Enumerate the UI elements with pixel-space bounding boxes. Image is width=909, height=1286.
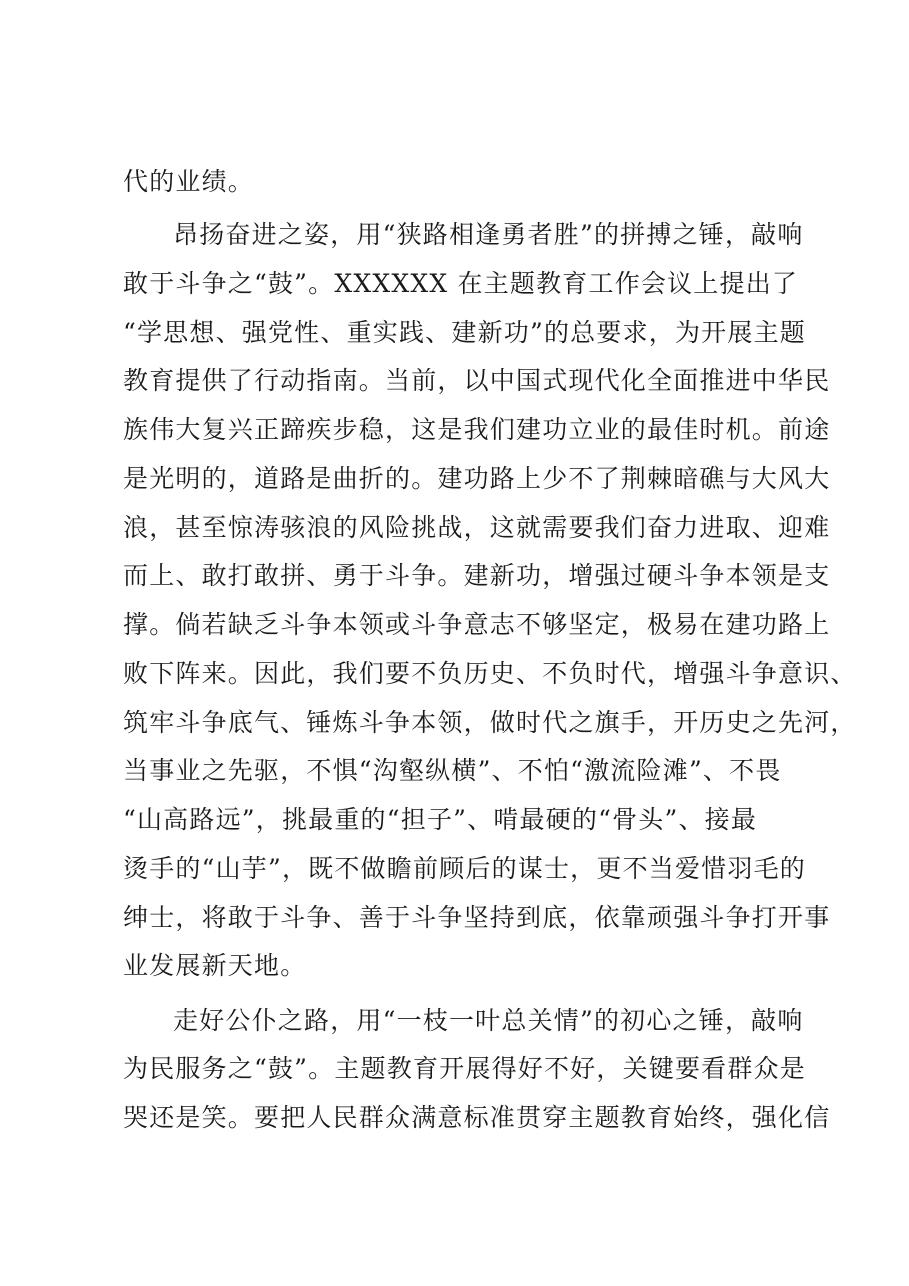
- paragraph-3-line-3: 哭还是笑。要把人民群众满意标准贯穿主题教育始终，强化信: [123, 1103, 831, 1132]
- paragraph-2-line-12: 当事业之先驱，不惧“沟壑纵横”、不怕“激流险滩”、不畏: [123, 756, 782, 785]
- paragraph-2-line-8: 而上、敢打敢拼、勇于斗争。建新功，增强过硬斗争本领是支: [123, 561, 831, 590]
- paragraph-3-line-1: 走好公仆之路，用“一枝一叶总关情”的初心之锤，敲响: [173, 1006, 804, 1035]
- paragraph-2-line-3: “学思想、强党性、重实践、建新功”的总要求，为开展主题: [123, 318, 806, 347]
- paragraph-2-line-1: 昂扬奋进之姿，用“狭路相逢勇者胜”的拼搏之锤，敲响: [173, 220, 804, 249]
- paragraph-2-line-15: 绅士，将敢于斗争、善于斗争坚持到底，依靠顽强斗争打开事: [123, 903, 831, 932]
- paragraph-2-line-11: 筑牢斗争底气、锤炼斗争本领，做时代之旗手，开历史之先河，: [123, 708, 857, 737]
- paragraph-2-line-5: 族伟大复兴正蹄疾步稳，这是我们建功立业的最佳时机。前途: [123, 415, 831, 444]
- paragraph-2-line-10: 败下阵来。因此，我们要不负历史、不负时代，增强斗争意识、: [123, 659, 857, 688]
- paragraph-3-line-2: 为民服务之“鼓”。主题教育开展得好不好，关键要看群众是: [123, 1054, 806, 1083]
- paragraph-1-line-1: 代的业绩。: [123, 167, 255, 196]
- paragraph-2-line-14: 烫手的“山芋”，既不做瞻前顾后的谋士，更不当爱惜羽毛的: [123, 854, 806, 883]
- paragraph-2-line-9: 撑。倘若缺乏斗争本领或斗争意志不够坚定，极易在建功路上: [123, 610, 831, 639]
- paragraph-2-line-6: 是光明的，道路是曲折的。建功路上少不了荆棘暗礁与大风大: [123, 464, 831, 493]
- paragraph-2-line-13: “山高路远”，挑最重的“担子”、啃最硬的“骨头”、接最: [123, 805, 758, 834]
- paragraph-2-line-4: 教育提供了行动指南。当前，以中国式现代化全面推进中华民: [123, 366, 831, 395]
- paragraph-2-line-7: 浪，甚至惊涛骇浪的风险挑战，这就需要我们奋力进取、迎难: [123, 513, 831, 542]
- paragraph-2-line-2: 敢于斗争之“鼓”。XXXXXX 在主题教育工作会议上提出了: [123, 269, 799, 298]
- paragraph-2-line-16: 业发展新天地。: [123, 951, 307, 980]
